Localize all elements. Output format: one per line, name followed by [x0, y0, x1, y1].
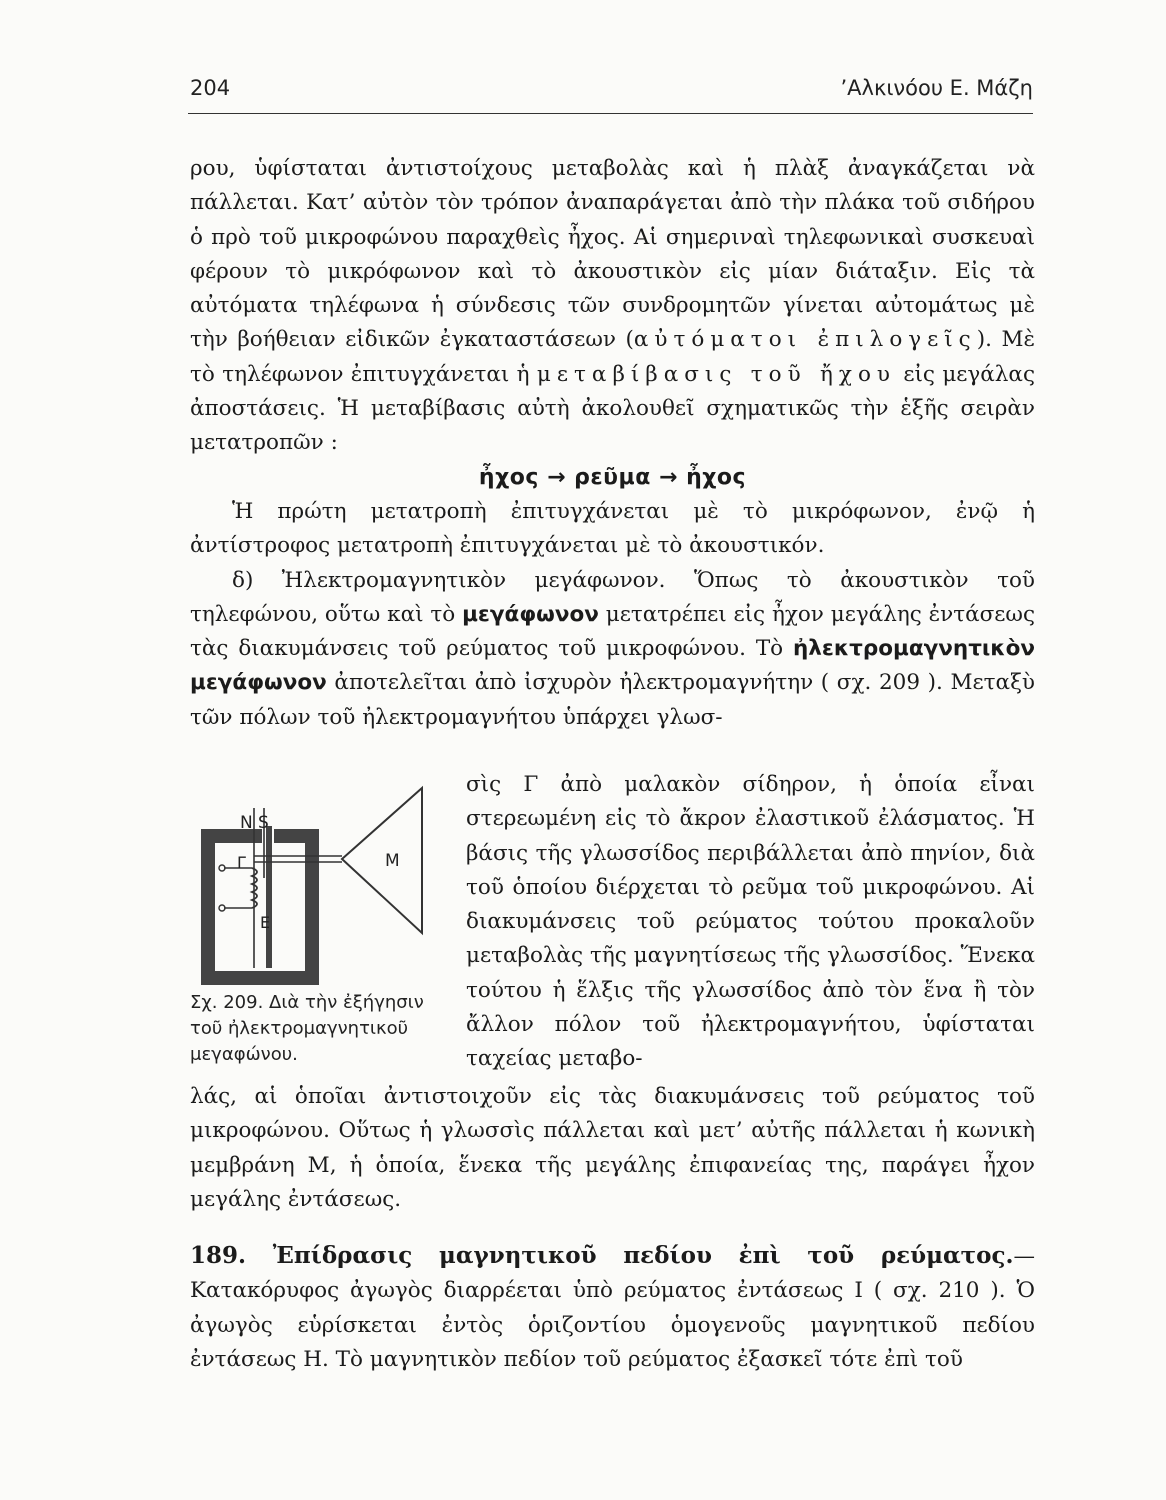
paragraph-3: δ) Ἠλεκτρομαγνητικὸν μεγάφωνον. Ὅπως τὸ ἀκουστικὸν τοῦ τηλεφώνου, οὕτω καὶ τὸ μεγάφωνον μετατρέπει εἰς ἦχον μεγάλης ἐντάσεως τὰς διακυμάνσεις τοῦ ρεύματος τοῦ μικροφώνου. Τὸ ἠλεκτρομαγνητικὸν μεγάφωνον ἀποτελεῖται ἀπὸ ἰσχυρὸν ἠλεκτρομαγνήτην ( σχ. 209 ). Μεταξὺ τῶν πόλων τοῦ ἠλεκτρομαγνήτου ὑπάρχει γλωσ-	[190, 567, 1036, 730]
wrapped-text-block	[466, 768, 1035, 1077]
label-m: M	[385, 851, 400, 871]
formula: ἦχος → ρεῦμα → ἦχος	[478, 464, 747, 490]
bold-term-megaphone: μεγάφωνον	[462, 601, 599, 627]
loudspeaker-diagram	[190, 768, 445, 988]
section-title: 189. Ἐπίδρασις μαγνητικοῦ πεδίου ἐπὶ τοῦ ρεύματος.	[190, 1242, 1014, 1270]
bold-term-em-megaphone: ἠλεκτρομαγνητικὸν μεγάφωνον	[190, 636, 1035, 696]
cone-membrane	[342, 788, 422, 933]
paragraph-2: Ἡ πρώτη μετατροπὴ ἐπιτυγχάνεται μὲ τὸ μικρόφωνον, ἐνῷ ἡ ἀντίστροφος μετατροπὴ ἐπιτυγχάνεται μὲ τὸ ἀκουστικόν.	[190, 498, 1035, 559]
running-author: ’Αλκινόου Ε. Μάζη	[840, 76, 1033, 100]
paragraph-1: ρου, ὑφίσταται ἀντιστοίχους μεταβολὰς καὶ ἡ πλὰξ ἀναγκάζεται νὰ πάλλεται. Κατ’ αὐτὸν τὸν τρόπον ἀναπαράγεται ἀπὸ τὴν πλάκα τοῦ σιδήρου ὁ πρὸ τοῦ μικροφώνου παραχθεὶς ἦχος. Αἱ σημεριναὶ τηλεφωνικαὶ συσκευαὶ φέρουν τὸ μικρόφωνον καὶ τὸ ἀκουστικὸν εἰς μίαν διάταξιν. Εἰς τὰ αὐτόματα τηλέφωνα ἡ σύνδεσις τῶν συνδρομητῶν γίνεται αὐτομάτως μὲ τὴν βοήθειαν εἰδικῶν ἐγκαταστάσεων (αὐτόματοι ἐπιλογεῖς). Μὲ τὸ τηλέφωνον ἐπιτυγχάνεται ἡ μεταβίβασις τοῦ ἤχου εἰς μεγάλας ἀποστάσεις. Ἡ μεταβίβασις αὐτὴ ἀκολουθεῖ σχηματικῶς τὴν ἑξῆς σειρὰν μετατροπῶν :	[190, 156, 1036, 456]
top-text-block	[190, 152, 1035, 735]
paragraph-4: λάς, αἱ ὁποῖαι ἀντιστοιχοῦν εἰς τὰς διακυμάνσεις τοῦ ρεύματος τοῦ μικροφώνου. Οὕτως ἡ γλωσσὶς πάλλεται καὶ μετ’ αὐτῆς πάλλεται ἡ κωνικὴ μεμβράνη Μ, ἡ ὁποία, ἕνεκα τῆς μεγάλης ἐπιφανείας της, παράγει ἦχον μεγάλης ἐντάσεως.	[190, 1084, 1035, 1212]
spaced-term-1: αὐτόματοι ἐπιλογεῖς	[633, 327, 977, 353]
label-e: E	[260, 913, 271, 932]
bottom-text-block	[190, 1080, 1035, 1377]
magnet-core	[266, 826, 272, 968]
section-189	[190, 1239, 1035, 1377]
label-n: N	[240, 813, 253, 833]
paragraph-5: —Κατακόρυφος ἀγωγὸς διαρρέεται ὑπὸ ρεύματος ἐντάσεως Ι ( σχ. 210 ). Ὁ ἀγωγὸς εὑρίσκεται ἐντὸς ὁριζοντίου ὁμογενοῦς μαγνητικοῦ πεδίου ἐντάσεως Η. Τὸ μαγνητικὸν πεδίον τοῦ ρεύματος ἐξασκεῖ τότε ἐπὶ τοῦ	[190, 1244, 1035, 1373]
wrapped-paragraph: σὶς Γ ἀπὸ μαλακὸν σίδηρον, ἡ ὁποία εἶναι στερεωμένη εἰς τὸ ἄκρον ἐλαστικοῦ ἐλάσματος. Ἡ βάσις τῆς γλωσσίδος περιβάλλεται ἀπὸ πηνίον, διὰ τοῦ ὁποίου διέρχεται τὸ ρεῦμα τοῦ μικροφώνου. Αἱ διακυμάνσεις τοῦ ρεύματος τούτου προκαλοῦν μεταβολὰς τῆς μαγνητίσεως τῆς γλωσσίδος. Ἕνεκα τούτου ἡ ἕλξις τῆς γλωσσίδος ἀπὸ τὸν ἕνα ἢ τὸν ἄλλον πόλον τοῦ ἠλεκτρομαγνήτου, ὑφίσταται ταχείας μεταβο-	[466, 772, 1035, 1072]
spaced-term-2: μεταβίβασις τοῦ ἤχου	[536, 361, 896, 387]
label-s: S	[258, 813, 269, 833]
magnet-frame	[208, 836, 312, 978]
figure-caption: Σχ. 209. Διὰ τὴν ἐξήγησιν τοῦ ἠλεκτρομαγνητικοῦ μεγαφώνου.	[190, 992, 424, 1065]
header-rule	[188, 113, 1033, 114]
page-number: 204	[190, 76, 231, 100]
page-header	[190, 72, 1033, 108]
label-gamma: Γ	[237, 853, 246, 872]
